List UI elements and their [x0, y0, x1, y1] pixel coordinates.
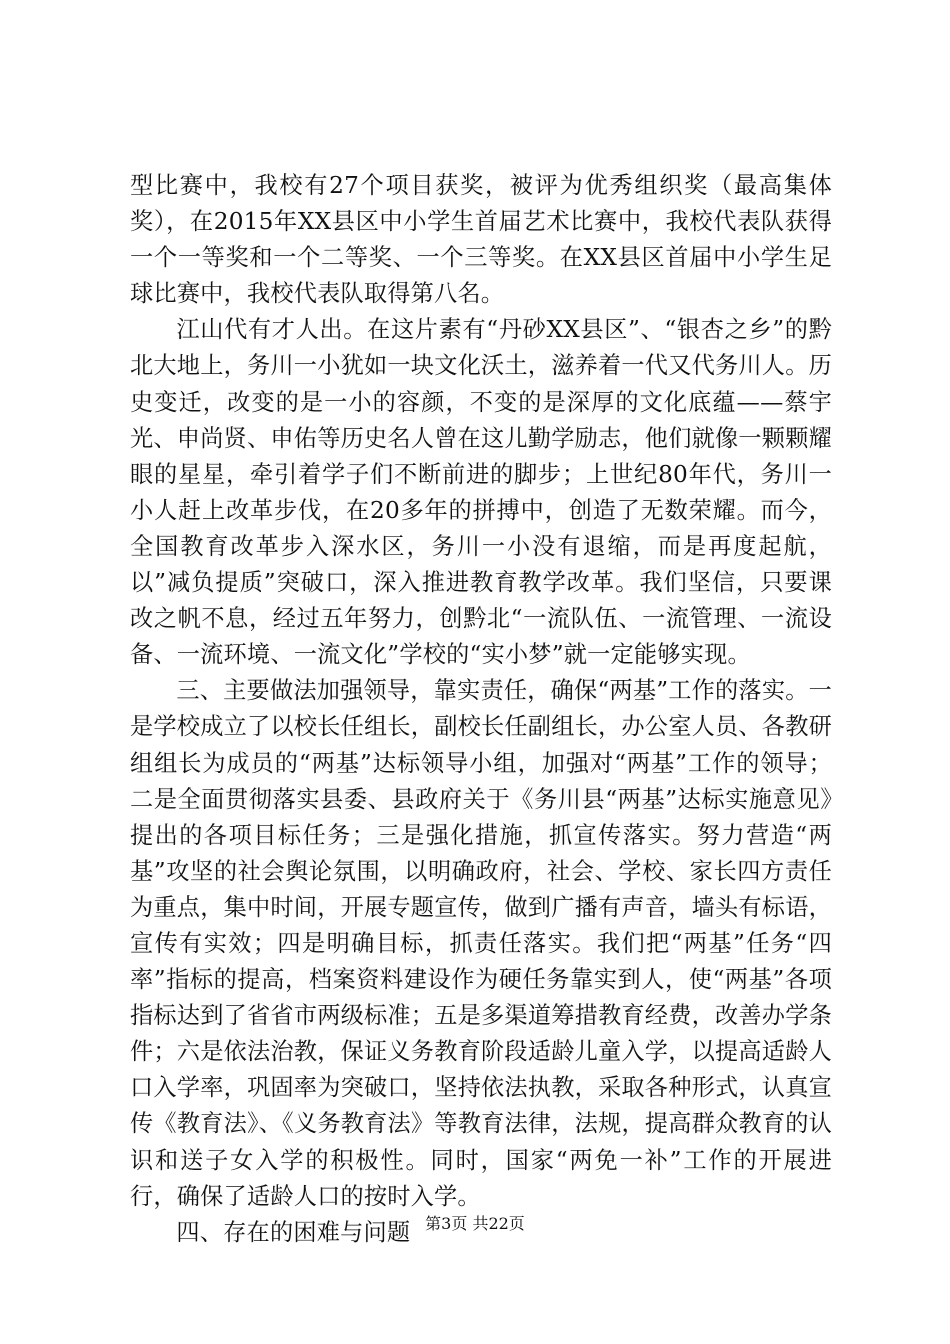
page-number-footer: 第3页 共22页 — [425, 1214, 525, 1233]
paragraph-main-methods: 三、主要做法加强领导，靠实责任，确保“两基”工作的落实。一是学校成立了以校长任组长，副校长任副组长，办公室人员、各教研组组长为成员的“两基”达标领导小组，加强对“两基”工作的领导；二是全面贯彻落实县委、县政府关于《务川县“两基”达标实施意见》提出的各项目标任务；三是强化措施，抓宣传落实。努力营造“两基”攻坚的社会舆论氛围，以明确政府，社会、学校、家长四方责任为重点，集中时间，开展专题宣传，做到广播有声音，墙头有标语，宣传有实效；四是明确目标，抓责任落实。我们把“两基”任务“四率”指标的提高，档案资料建设作为硬任务靠实到人，使“两基”各项指标达到了省省市两级标准；五是多渠道筹措教育经费，改善办学条件；六是依法治教，保证义务教育阶段适龄儿童入学，以提高适龄人口入学率，巩固率为突破口，坚持依法执教，采取各种形式，认真宣传《教育法》、《义务教育法》等教育法律，法规，提高群众教育的认识和送子女入学的积极性。同时，国家“两免一补”工作的开展进行，确保了适龄人口的按时入学。 — [130, 677, 832, 1210]
document-body — [130, 168, 832, 1251]
paragraph-continuation: 型比赛中，我校有27个项目获奖，被评为优秀组织奖（最高集体奖），在2015年XX县区中小学生首届艺术比赛中，我校代表队获得一个一等奖和一个二等奖、一个三等奖。在XX县区首届中小学生足球比赛中，我校代表队取得第八名。 — [130, 172, 832, 308]
paragraph-history: 江山代有才人出。在这片素有“丹砂XX县区”、“银杏之乡”的黔北大地上，务川一小犹如一块文化沃土，滋养着一代又代务川人。历史变迁，改变的是一小的容颜，不变的是深厚的文化底蕴——蔡宇光、申尚贤、申佑等历史名人曾在这儿勤学励志，他们就像一颗颗耀眼的星星，牵引着学子们不断前进的脚步；上世纪80年代，务川一小人赶上改革步伐，在20多年的拼搏中，创造了无数荣耀。而今，全国教育改革步入深水区，务川一小没有退缩，而是再度起航，以”减负提质”突破口，深入推进教育教学改革。我们坚信，只要课改之帆不息，经过五年努力，创黔北“一流队伍、一流管理、一流设备、一流环境、一流文化”学校的“实小梦”就一定能够实现。 — [130, 316, 832, 669]
section-heading-difficulties: 四、存在的困难与问题 — [176, 1218, 411, 1246]
